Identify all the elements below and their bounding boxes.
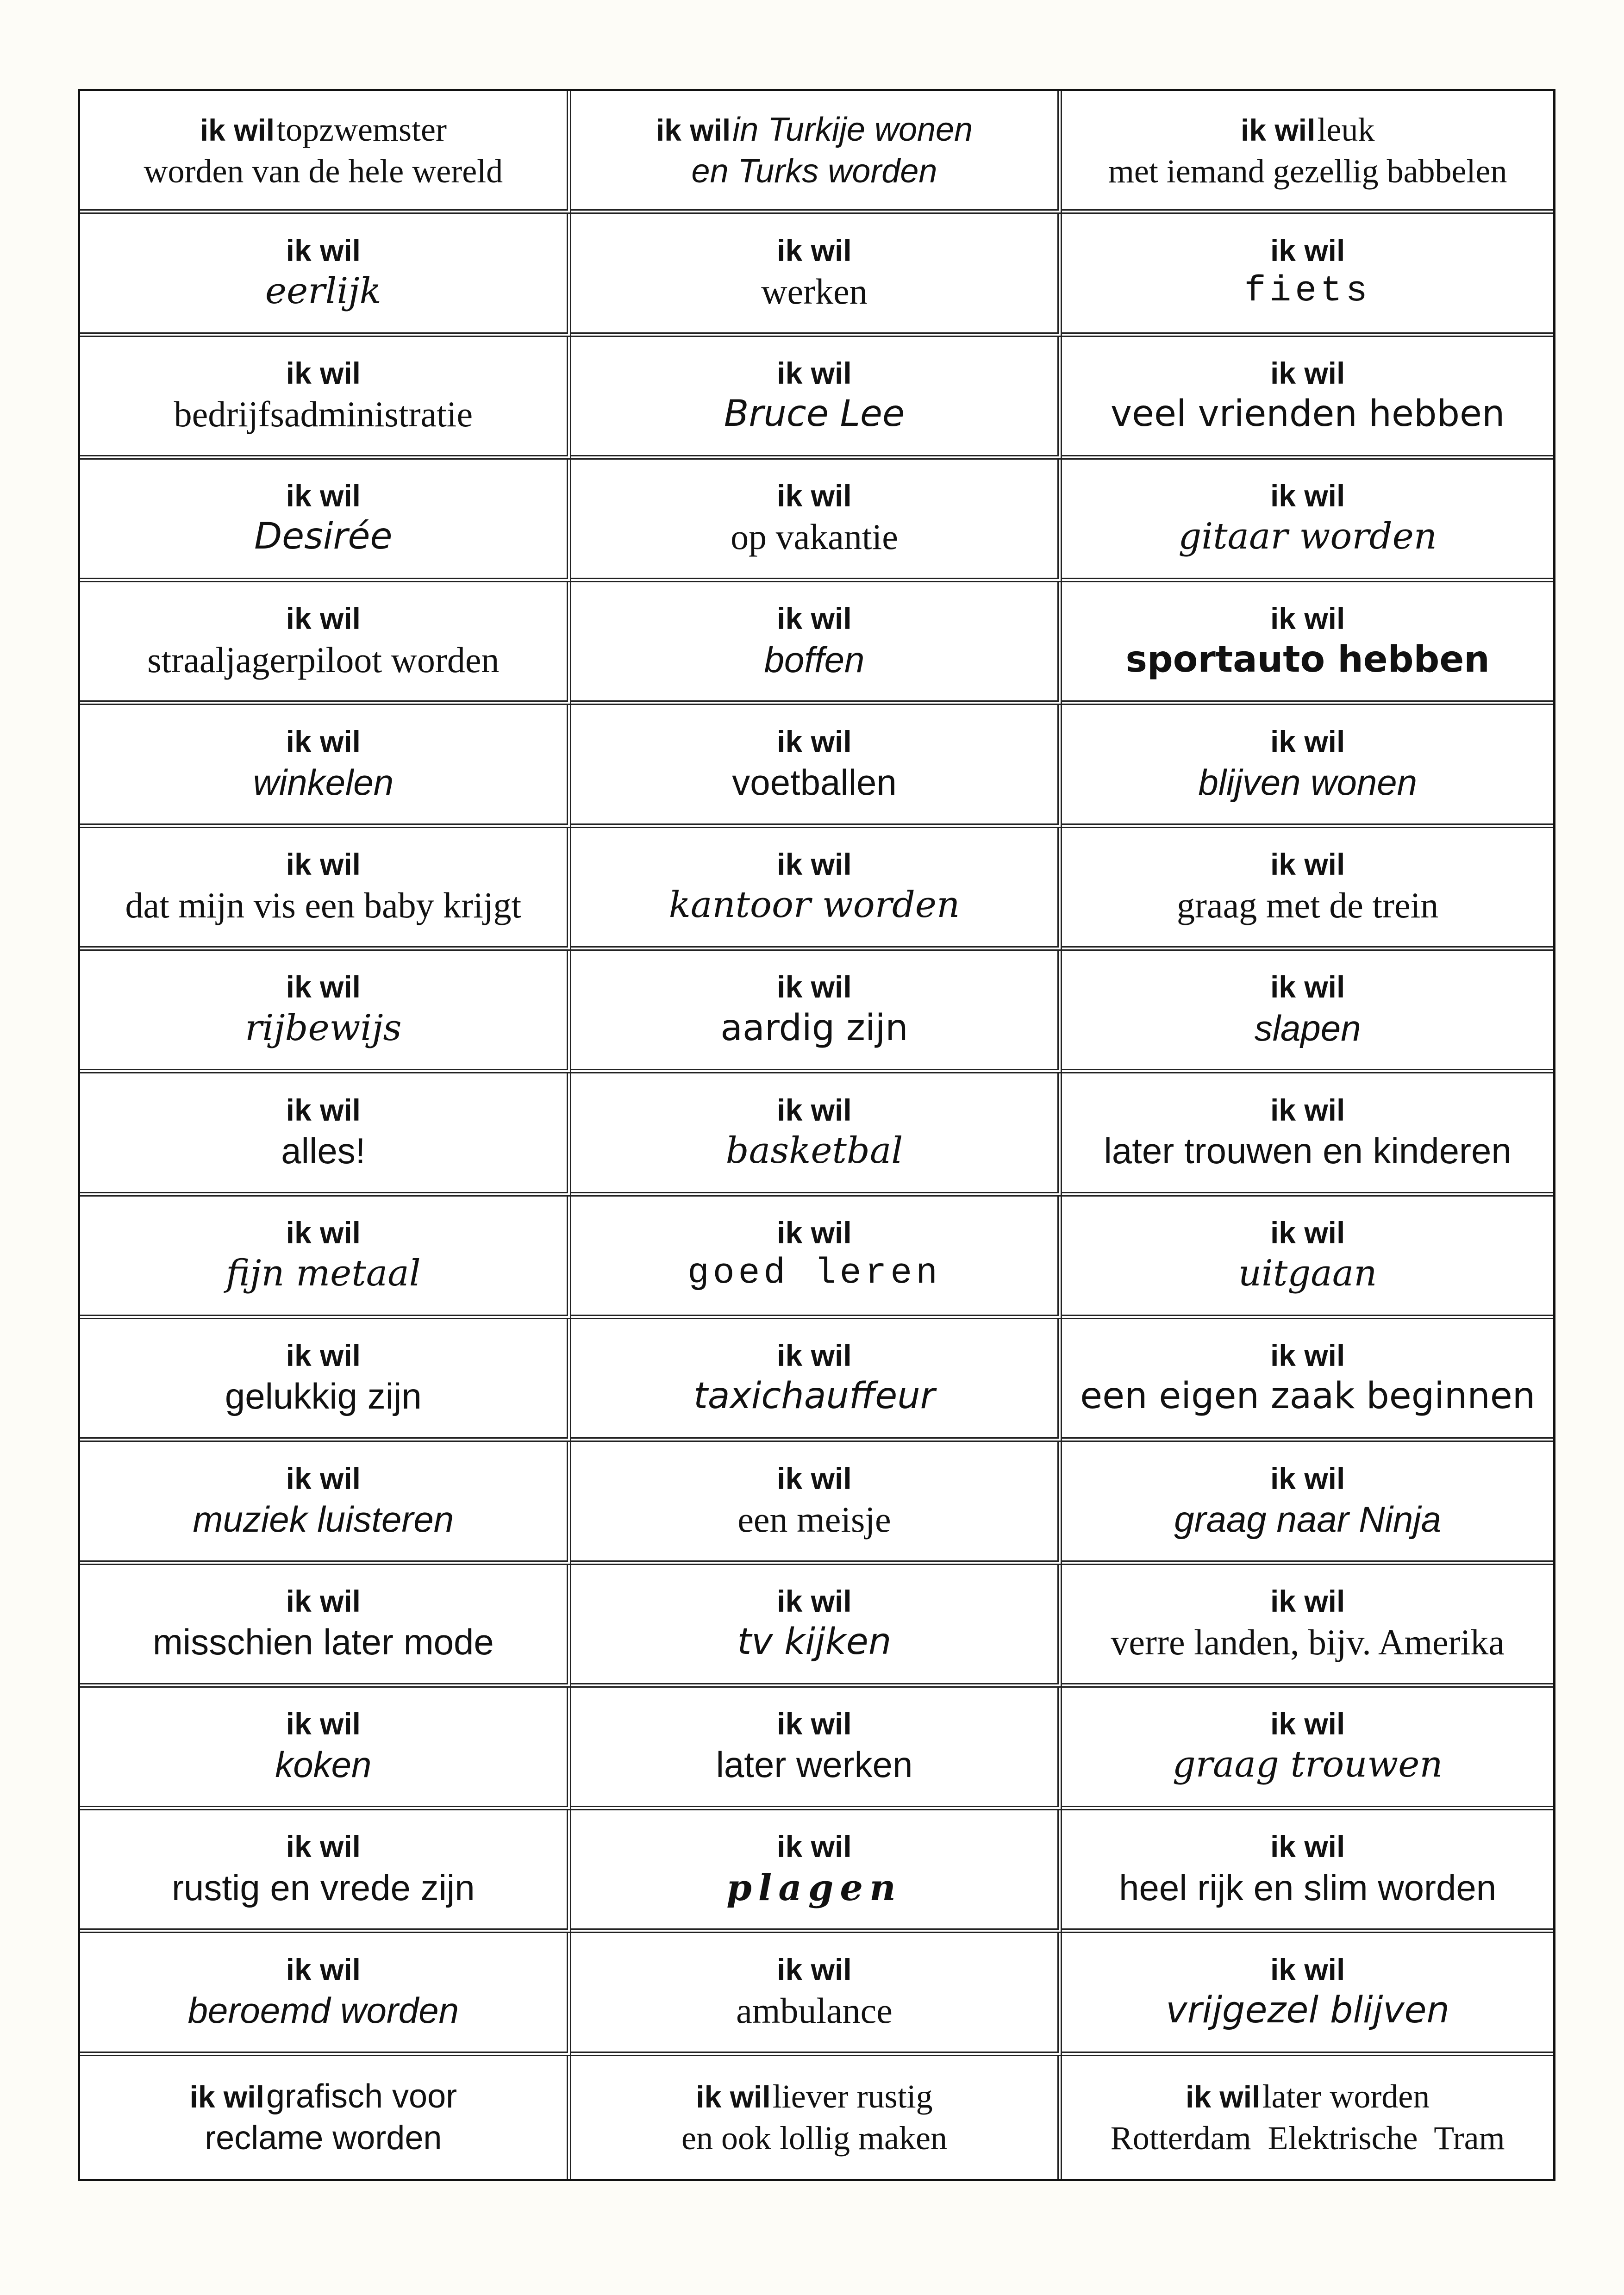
word-card	[80, 2056, 571, 2179]
card-text: bedrijfsadministratie	[174, 394, 473, 435]
word-card	[1062, 1688, 1553, 1810]
word-card	[1062, 828, 1553, 951]
word-card	[571, 1073, 1062, 1196]
word-card	[80, 1810, 571, 1933]
card-text: heel rijk en slim worden	[1119, 1867, 1497, 1908]
word-card	[571, 1319, 1062, 1442]
card-text-line2: Rotterdam Elektrische Tram	[1110, 2120, 1505, 2157]
card-lead: ik wil	[286, 1092, 361, 1127]
card-text: veel vrienden hebben	[1110, 393, 1505, 435]
card-lead: ik wil	[1240, 112, 1316, 147]
card-text: plagen	[726, 1866, 902, 1909]
card-text: liever rustig	[772, 2078, 933, 2115]
card-text: boffen	[764, 639, 865, 680]
card-lead: ik wil	[286, 1584, 361, 1618]
card-text-line2: reclame worden	[205, 2120, 442, 2157]
card-text: werken	[761, 271, 868, 312]
card-lead: ik wil	[200, 112, 275, 147]
card-text-line2: worden van de hele wereld	[144, 152, 503, 190]
card-lead: ik wil	[777, 233, 852, 268]
card-text-line2: met iemand gezellig babbelen	[1108, 152, 1507, 190]
word-card	[1062, 1810, 1553, 1933]
card-first-line	[190, 2076, 457, 2117]
card-text: rijbewijs	[245, 1007, 402, 1049]
word-card	[571, 951, 1062, 1073]
card-lead: ik wil	[1270, 970, 1345, 1004]
card-lead: ik wil	[1270, 847, 1345, 882]
card-lead: ik wil	[777, 601, 852, 636]
card-lead: ik wil	[286, 724, 361, 759]
card-lead: ik wil	[189, 2080, 264, 2114]
card-text: topzwemster	[276, 111, 447, 148]
card-lead: ik wil	[1270, 1461, 1345, 1496]
card-lead: ik wil	[286, 1215, 361, 1250]
card-first-line	[1186, 2076, 1430, 2117]
word-card	[80, 1565, 571, 1688]
card-lead: ik wil	[777, 479, 852, 513]
card-text: kantoor worden	[668, 884, 960, 926]
card-text: een eigen zaak beginnen	[1080, 1375, 1536, 1417]
card-text: taxichauffeur	[693, 1375, 935, 1417]
card-lead: ik wil	[286, 355, 361, 390]
card-text: dat mijn vis een baby krijgt	[125, 885, 522, 926]
card-text: misschien later mode	[152, 1621, 494, 1662]
card-text: later werken	[716, 1744, 913, 1785]
card-lead: ik wil	[286, 1952, 361, 1987]
word-card	[571, 1810, 1062, 1933]
card-lead: ik wil	[1270, 233, 1345, 268]
card-text: gelukkig zijn	[225, 1376, 422, 1417]
card-lead: ik wil	[286, 1461, 361, 1496]
card-lead: ik wil	[1270, 724, 1345, 759]
word-card	[571, 1933, 1062, 2056]
card-text-line2: en ook lollig maken	[681, 2120, 947, 2157]
word-card	[1062, 91, 1553, 214]
card-lead: ik wil	[777, 1707, 852, 1741]
card-text: eerlijk	[265, 270, 381, 312]
card-text: straaljagerpiloot worden	[147, 639, 500, 680]
word-card	[80, 1319, 571, 1442]
word-card	[1062, 951, 1553, 1073]
word-card	[1062, 1442, 1553, 1565]
card-lead: ik wil	[777, 847, 852, 882]
card-text: fijn metaal	[225, 1253, 421, 1295]
word-card	[1062, 1073, 1553, 1196]
card-text: Desirée	[254, 516, 393, 558]
word-card	[1062, 337, 1553, 460]
card-lead: ik wil	[1270, 479, 1345, 513]
card-lead: ik wil	[1270, 1338, 1345, 1373]
card-lead: ik wil	[286, 1829, 361, 1864]
word-card	[571, 337, 1062, 460]
card-text: grafisch voor	[266, 2078, 457, 2115]
card-lead: ik wil	[777, 1215, 852, 1250]
card-text: alles!	[281, 1130, 366, 1171]
card-text: op vakantie	[731, 517, 898, 557]
word-card	[571, 1565, 1062, 1688]
word-card	[1062, 1197, 1553, 1319]
card-text: verre landen, bijv. Amerika	[1111, 1622, 1505, 1662]
card-lead: ik wil	[1270, 355, 1345, 390]
word-card	[571, 2056, 1062, 2179]
word-card	[80, 582, 571, 705]
card-lead: ik wil	[286, 970, 361, 1004]
card-text: later trouwen en kinderen	[1104, 1130, 1512, 1171]
card-text: koken	[275, 1744, 372, 1785]
card-lead: ik wil	[777, 1338, 852, 1373]
word-card	[1062, 705, 1553, 828]
card-text: muziek luisteren	[193, 1498, 454, 1540]
card-first-line	[696, 2076, 932, 2117]
card-lead: ik wil	[1186, 2080, 1261, 2114]
card-text: een meisje	[737, 1499, 891, 1540]
word-card	[80, 1073, 571, 1196]
card-lead: ik wil	[656, 112, 731, 147]
word-card	[80, 91, 571, 214]
word-card	[80, 1933, 571, 2056]
word-card	[80, 1442, 571, 1565]
word-card	[571, 1688, 1062, 1810]
card-lead: ik wil	[777, 1461, 852, 1496]
card-text: goed leren	[687, 1253, 942, 1294]
card-text: sportauto hebben	[1125, 638, 1490, 680]
card-text: fiets	[1244, 270, 1371, 312]
word-card	[1062, 460, 1553, 582]
card-text: graag met de trein	[1177, 885, 1439, 926]
card-text: in Turkije wonen	[732, 111, 973, 148]
word-card	[571, 460, 1062, 582]
card-text: gitaar worden	[1178, 516, 1437, 558]
word-card	[1062, 582, 1553, 705]
word-card	[571, 1197, 1062, 1319]
word-card	[1062, 1933, 1553, 2056]
card-text: slapen	[1254, 1007, 1361, 1048]
card-text: graag trouwen	[1172, 1744, 1443, 1786]
word-card	[1062, 1565, 1553, 1688]
card-text: rustig en vrede zijn	[171, 1867, 475, 1908]
card-text: uitgaan	[1238, 1253, 1377, 1295]
card-text: voetballen	[732, 761, 897, 803]
card-first-line	[1241, 109, 1374, 150]
word-card	[80, 337, 571, 460]
card-lead: ik wil	[777, 1092, 852, 1127]
card-first-line	[200, 109, 447, 150]
card-lead: ik wil	[286, 847, 361, 882]
card-text: later worden	[1262, 2078, 1430, 2115]
card-text: graag naar Ninja	[1174, 1498, 1441, 1540]
card-lead: ik wil	[286, 1707, 361, 1741]
word-card-grid	[78, 89, 1555, 2181]
card-lead: ik wil	[696, 2080, 771, 2114]
card-lead: ik wil	[777, 1584, 852, 1618]
card-text: leuk	[1317, 111, 1375, 148]
card-lead: ik wil	[1270, 1584, 1345, 1618]
card-lead: ik wil	[1270, 1092, 1345, 1127]
card-lead: ik wil	[286, 1338, 361, 1373]
card-lead: ik wil	[777, 355, 852, 390]
word-card	[1062, 214, 1553, 337]
card-text: Bruce Lee	[724, 393, 905, 435]
card-text: winkelen	[253, 761, 394, 803]
word-card	[571, 828, 1062, 951]
word-card	[571, 705, 1062, 828]
card-lead: ik wil	[777, 970, 852, 1004]
word-card	[80, 828, 571, 951]
card-lead: ik wil	[286, 479, 361, 513]
card-lead: ik wil	[1270, 1829, 1345, 1864]
card-lead: ik wil	[777, 1952, 852, 1987]
word-card	[571, 582, 1062, 705]
word-card	[1062, 1319, 1553, 1442]
card-lead: ik wil	[1270, 1215, 1345, 1250]
card-text: vrijgezel blijven	[1166, 1989, 1449, 2031]
card-text-line2: en Turks worden	[691, 152, 937, 190]
card-lead: ik wil	[777, 724, 852, 759]
word-card	[80, 705, 571, 828]
card-first-line	[656, 109, 973, 150]
card-text: aardig zijn	[720, 1007, 908, 1049]
card-text: beroemd worden	[187, 1989, 459, 2031]
card-text: blijven wonen	[1198, 761, 1417, 803]
card-lead: ik wil	[1270, 1707, 1345, 1741]
word-card	[571, 1442, 1062, 1565]
word-card	[1062, 2056, 1553, 2179]
card-text: tv kijken	[737, 1621, 892, 1663]
card-text: basketbal	[725, 1129, 903, 1172]
word-card	[80, 951, 571, 1073]
card-lead: ik wil	[777, 1829, 852, 1864]
card-lead: ik wil	[1270, 601, 1345, 636]
word-card	[571, 214, 1062, 337]
card-lead: ik wil	[286, 233, 361, 268]
card-text: ambulance	[736, 1990, 893, 2031]
card-lead: ik wil	[286, 601, 361, 636]
word-card	[80, 1688, 571, 1810]
word-card	[571, 91, 1062, 214]
word-card	[80, 214, 571, 337]
word-card	[80, 1197, 571, 1319]
card-lead: ik wil	[1270, 1952, 1345, 1987]
word-card	[80, 460, 571, 582]
